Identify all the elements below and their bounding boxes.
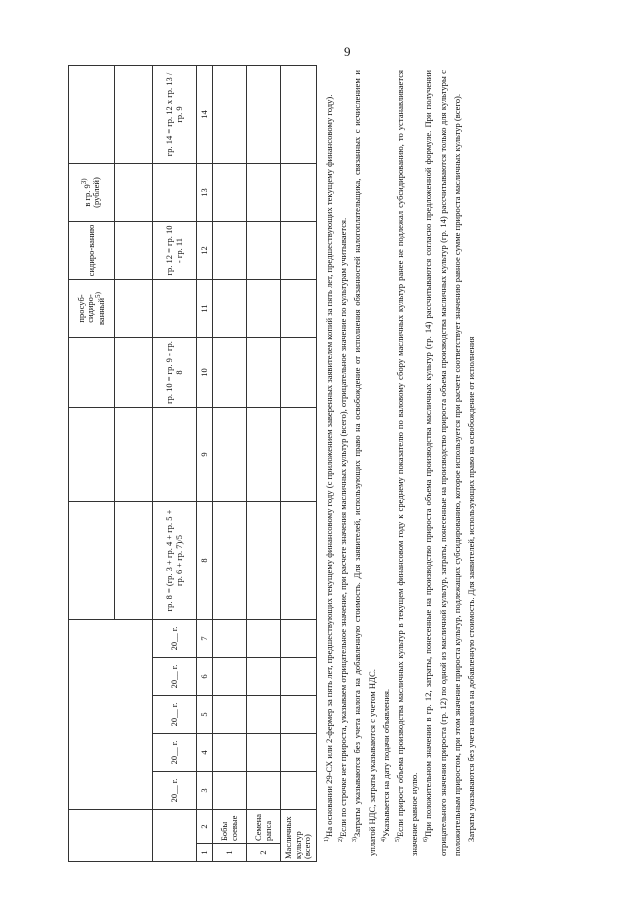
header-mid-9 [115,408,153,502]
table-row [247,66,281,862]
footnote-text: Если по строчке нет прироста, указываем отрицательное значение, при расчете значения масличных культур (всего), отрицательное значение по культурам учитывается. [338,217,349,837]
header-cell-12: сидиро-ванию [69,222,115,280]
col-number: 1 [197,844,213,862]
header-mid-10 [115,338,153,408]
header-cell-11 [69,280,115,338]
col-number: 12 [197,222,213,280]
header-cell-9 [69,408,115,502]
footnote [336,70,350,856]
column-number-row [197,66,213,862]
col-number: 8 [197,502,213,620]
row-name: Бобы соевые [213,810,247,844]
header-mid-8 [115,502,153,620]
col-number: 2 [197,810,213,844]
row-number: 1 [213,844,247,862]
year-col-5: 20__ г. [153,696,197,734]
data-table [68,65,317,862]
header-row-formulas [153,66,197,862]
col-number: 14 [197,66,213,164]
formula-col-8: гр. 8 = (гр. 3 + гр. 4 + гр. 5 + гр. 6 + гр. 7)/5 [153,502,197,620]
header-cell-13-unit: (рублей) [91,177,102,208]
footnote-mark: 5) [395,837,402,842]
header-cell-13-text: в гр. 9 [82,184,93,207]
col-number: 7 [197,620,213,658]
header-mid-14 [115,66,153,164]
footnote [350,70,378,856]
table-row [213,66,247,862]
formula-col-14: гр. 14 = гр. 12 х гр. 13 / гр. 9 [153,66,197,164]
rotated-content [68,66,602,862]
footnote-mark: 6) [423,837,430,842]
footnote [379,70,393,856]
year-col-6: 20__ г. [153,658,197,696]
formula-corner [153,810,197,862]
col-number: 13 [197,164,213,222]
year-col-4: 20__ г. [153,734,197,772]
year-col-7: 20__ г. [153,620,197,658]
header-row-top [69,66,115,862]
formula-col-11 [153,280,197,338]
col-number: 3 [197,772,213,810]
footnote-mark: 3) [352,837,359,842]
footnotes [322,70,478,856]
formula-col-9 [153,408,197,502]
year-col-3: 20__ г. [153,772,197,810]
formula-col-10: гр. 10 = гр. 9 - гр. 8 [153,338,197,408]
header-cell-corner [69,810,153,862]
footnote-text: Если прирост объема производства масличных культур в текущем финансовом году к среднему показателю по валовому сбору масличных культур ранее не подлежал субсидированию, то устанавливается значение равное нулю. [395,70,420,856]
header-cell-13-sup: 3) [80,178,89,185]
formula-col-13 [153,164,197,222]
header-mid-12 [115,222,153,280]
footnote-text: На основании 29-СХ или 2-фермер за пять лет, предшествующих текущему финансовому году (с приложением заверенных заявителем копий за пять лет, предшествующих текущему финансовому году). [324,94,334,837]
header-cell-13 [69,164,115,222]
header-mid-11 [115,280,153,338]
col-number: 11 [197,280,213,338]
header-mid-13 [115,164,153,222]
footnote [421,70,464,856]
footnote-text: Затраты указываются без учета налога на добавленную стоимость. Для заявителей, использующих право на освобождение от исполнения [466,336,477,842]
footnote [322,70,336,856]
col-number: 10 [197,338,213,408]
col-number: 9 [197,408,213,502]
footnote-mark: 1) [324,837,331,842]
col-number: 4 [197,734,213,772]
footnote-text: Затраты указываются без учета налога на добавленную стоимость. Для заявителей, использующих право на освобождение от исполнения обязанностей налогоплательщика, связанных с исчислением и уплатой НДС, затраты указываются с учетом НДС. [352,70,377,856]
page-number: 9 [344,44,351,59]
header-cell-11-sup: 5) [94,292,103,298]
footnote-text: При положительном значении в гр. 12, затраты, понесенные на производство прироста объема производства масличных культур (гр. 14) рассчитываются согласно предложенной формуле. При получении отрицательного значения прироста (гр. 12) по одной из масличной культур, затраты, понесенные на производство прироста объема производства масличных культур (гр. 14) рассчитываются только для культуры с положительным приростом, при этом значение прироста культур, подлежащих субсидированию, которое используется при расчете соответствует значению равное сумме прироста масличных культур (всего). [423,70,462,856]
footnote-mark: 2) [338,837,345,842]
header-cell-10 [69,338,115,408]
col-number: 6 [197,658,213,696]
row-number: 2 [247,844,281,862]
col-number: 5 [197,696,213,734]
header-cell-years-group [69,620,153,810]
footnote-mark: 4) [380,837,387,842]
formula-col-12: гр. 12 = гр. 10 - гр. 11 [153,222,197,280]
header-cell-8 [69,502,115,620]
header-cell-14 [69,66,115,164]
header-cell-11-text: просуб-сидиро-ванный [75,294,107,325]
row-name: Семена рапса [247,810,281,844]
footnote [393,70,421,856]
footnote [464,70,478,856]
table-row-total [281,66,317,862]
row-name-total: Масличных культур (всего) [281,810,317,862]
footnote-text: Указывается на дату подачи объявления. [380,688,391,837]
